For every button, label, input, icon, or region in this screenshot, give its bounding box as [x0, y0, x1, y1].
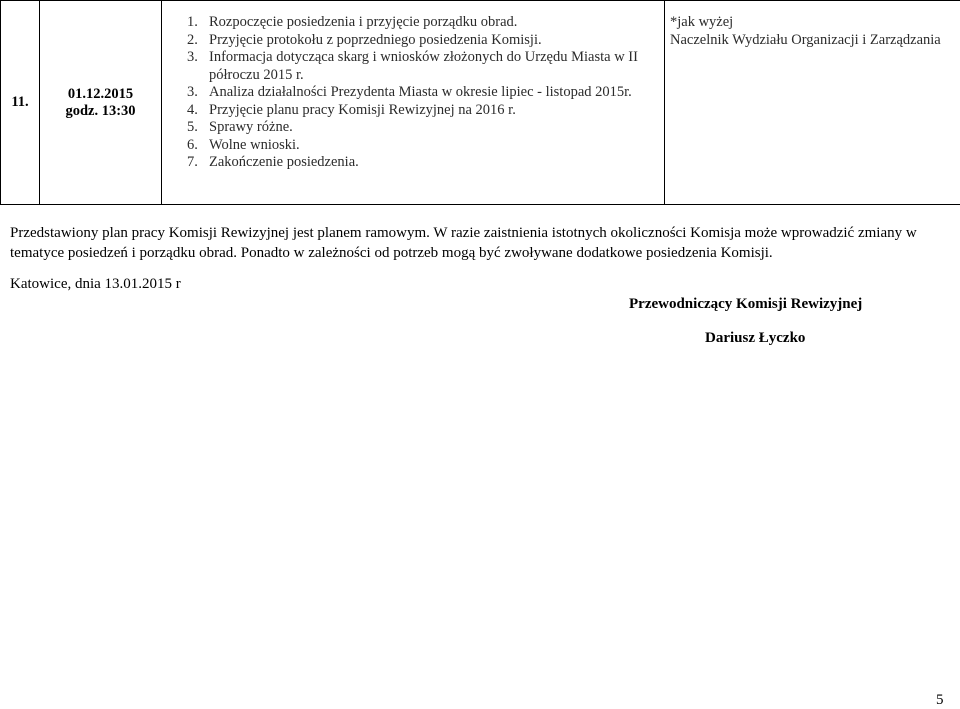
place-date: Katowice, dnia 13.01.2015 r [10, 276, 181, 293]
list-item: 7. Zakończenie posiedzenia. [187, 154, 664, 172]
list-item: 6. Wolne wnioski. [187, 137, 664, 155]
plan-note-paragraph: Przedstawiony plan pracy Komisji Rewizyjnej jest planem ramowym. W razie zaistnienia istotnych okoliczności Komisja może wprowadzić zmiany w tematyce posiedzeń i porządku obrad. Ponadto w zależności od potrzeb mogą być zwoływane dodatkowe posiedzenia Komisji. [10, 223, 952, 263]
agenda-cell [162, 1, 665, 205]
chair-title: Przewodniczący Komisji Rewizyjnej [629, 296, 862, 313]
list-item: 3. Informacja dotycząca skarg i wniosków złożonych do Urzędu Miasta w II półroczu 2015 r. [187, 49, 664, 84]
responsible-unit: Naczelnik Wydziału Organizacji i Zarządzania [670, 32, 956, 50]
list-item: 5. Sprawy różne. [187, 119, 664, 137]
agenda-list [187, 14, 664, 172]
list-item: 4. Przyjęcie planu pracy Komisji Rewizyjnej na 2016 r. [187, 102, 664, 120]
responsible-note: *jak wyżej [670, 14, 956, 32]
list-item: 1. Rozpoczęcie posiedzenia i przyjęcie porządku obrad. [187, 14, 664, 32]
list-item: 2. Przyjęcie protokołu z poprzedniego posiedzenia Komisji. [187, 32, 664, 50]
meeting-datetime [40, 1, 162, 205]
responsible-cell [665, 1, 960, 205]
list-item: 3. Analiza działalności Prezydenta Miasta w okresie lipiec - listopad 2015r. [187, 84, 664, 102]
meeting-time: godz. 13:30 [40, 103, 161, 120]
agenda-table [0, 0, 960, 205]
row-number: 11. [1, 1, 40, 205]
chair-name: Dariusz Łyczko [705, 330, 805, 347]
table-row [1, 1, 960, 205]
page-number: 5 [936, 692, 944, 709]
meeting-date: 01.12.2015 [40, 86, 161, 103]
